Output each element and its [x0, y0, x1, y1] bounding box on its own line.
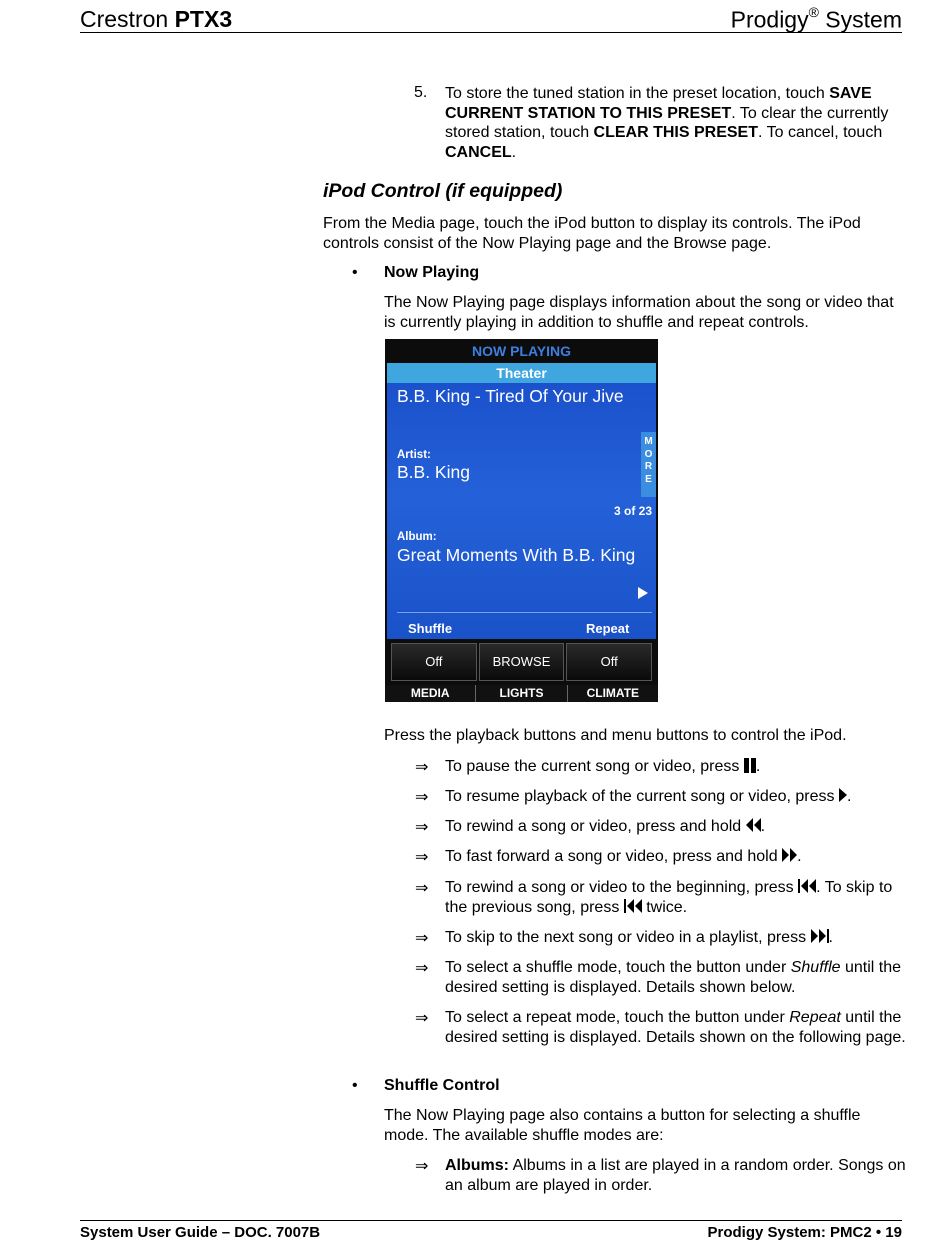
device-song-title: B.B. King - Tired Of Your Jive [397, 386, 624, 406]
skip-previous-icon [798, 878, 816, 894]
now-playing-title: Now Playing [384, 264, 480, 281]
skip-next-icon [811, 928, 829, 944]
device-info-panel [387, 383, 656, 639]
page-header [80, 2, 902, 33]
device-artist-label: Artist: [397, 449, 431, 461]
pause-instruction: To pause the current song or video, press . [445, 758, 761, 775]
nav-lights[interactable]: LIGHTS [475, 685, 566, 702]
fast-forward-instruction: To fast forward a song or video, press and hold . [445, 848, 802, 865]
device-album: Great Moments With B.B. King [397, 545, 636, 565]
device-title: NOW PLAYING [471, 343, 572, 359]
step-number: 5. [414, 84, 428, 101]
arrow-bullet: ⇒ [415, 880, 429, 897]
repeat-off-button[interactable]: Off [566, 643, 652, 681]
play-arrow-icon [637, 586, 649, 600]
nav-media[interactable]: MEDIA [410, 686, 450, 700]
play-icon [839, 787, 847, 803]
device-divider [397, 612, 652, 613]
pause-icon [744, 757, 756, 773]
playback-intro: Press the playback buttons and menu buttons to control the iPod. [384, 727, 847, 744]
skip-back-instruction: To rewind a song or video to the beginning, press . To skip to the previous song, press twice. [445, 879, 893, 916]
rewind-icon [746, 817, 761, 833]
device-button-row [390, 643, 653, 681]
device-track-count: 3 of 23 [613, 504, 652, 518]
bullet-now-playing: • [352, 264, 358, 281]
bullet-shuffle-control: • [352, 1077, 358, 1094]
resume-instruction: To resume playback of the current song or video, press . [445, 788, 852, 805]
page-footer [80, 1220, 902, 1241]
shuffle-off-button[interactable]: Off [391, 643, 477, 681]
shuffle-albums-item: Albums: Albums in a list are played in a random order. Songs on an album are played in order. [445, 1157, 906, 1194]
now-playing-desc: The Now Playing page displays information about the song or video that is currently playing in addition to shuffle and repeat controls. [384, 294, 894, 331]
device-nav-bar [385, 685, 658, 702]
arrow-bullet: ⇒ [415, 849, 429, 866]
footer-doc-title: System User Guide – DOC. 7007B [80, 1224, 321, 1241]
device-shuffle-label: Shuffle [408, 621, 453, 636]
shuffle-control-title: Shuffle Control [384, 1077, 500, 1094]
device-more-tab: M O R E [641, 432, 656, 497]
arrow-bullet: ⇒ [415, 930, 429, 947]
header-system-title: Prodigy® System [730, 4, 902, 33]
step-5-text: To store the tuned station in the preset location, touch SAVE CURRENT STATION TO THIS PRESET. To clear the currently stored station, touch CLEAR THIS PRESET. To cancel, touch CANCEL. [445, 85, 889, 161]
header-brand: Crestron PTX3 [80, 6, 233, 32]
skip-next-instruction: To skip to the next song or video in a playlist, press . [445, 929, 833, 946]
footer-page-info: Prodigy System: PMC2 • 19 [707, 1224, 902, 1241]
section-heading: iPod Control (if equipped) [323, 180, 563, 202]
arrow-bullet: ⇒ [415, 1010, 429, 1027]
device-repeat-label: Repeat [586, 621, 630, 636]
arrow-bullet: ⇒ [415, 759, 429, 776]
shuffle-control-desc: The Now Playing page also contains a button for selecting a shuffle mode. The available shuffle modes are: [384, 1107, 861, 1144]
arrow-bullet: ⇒ [415, 819, 429, 836]
device-room-bar: Theater [387, 363, 656, 383]
device-artist: B.B. King [397, 462, 470, 482]
skip-previous-icon [624, 898, 642, 914]
device-album-label: Album: [397, 531, 437, 543]
browse-button[interactable]: BROWSE [479, 643, 565, 681]
shuffle-instruction: To select a shuffle mode, touch the button under Shuffle until the desired setting is displayed. Details shown below. [445, 959, 902, 996]
now-playing-screenshot [385, 339, 658, 702]
arrow-bullet: ⇒ [415, 789, 429, 806]
arrow-bullet: ⇒ [415, 1158, 429, 1175]
repeat-instruction: To select a repeat mode, touch the button under Repeat until the desired setting is displayed. Details shown on the following page. [445, 1009, 906, 1046]
nav-climate[interactable]: CLIMATE [567, 685, 658, 702]
arrow-bullet: ⇒ [415, 960, 429, 977]
rewind-instruction: To rewind a song or video, press and hold . [445, 818, 766, 835]
fast-forward-icon [782, 847, 797, 863]
section-intro: From the Media page, touch the iPod button to display its controls. The iPod controls consist of the Now Playing page and the Browse page. [323, 215, 861, 252]
